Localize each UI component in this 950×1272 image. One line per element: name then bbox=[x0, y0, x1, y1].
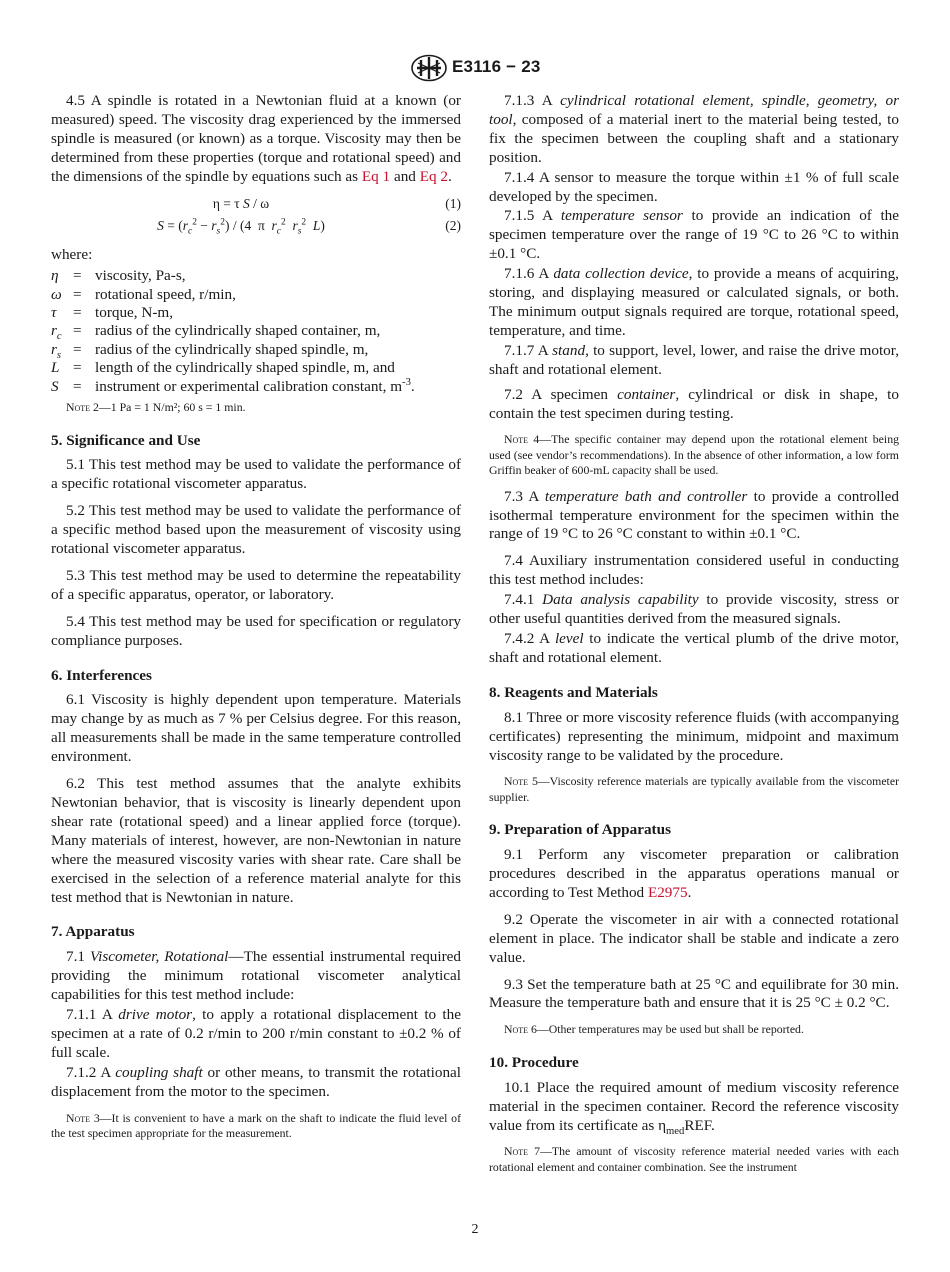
paragraph-7-1-5: 7.1.5 A temperature sensor to provide an indication of the specimen temperature over the range of 19 °C to 26 °C to within ±0.1 °C. bbox=[489, 207, 900, 263]
definition-l: L = length of the cylindrically shaped spindle, m, and bbox=[51, 359, 395, 377]
paragraph-8-1: 8.1 Three or more viscosity reference fluids (with accompanying certificates) representing the minimum, midpoint and maximum viscosity range to be validated by the procedure. bbox=[489, 708, 899, 764]
paragraph-5-4: 5.4 This test method may be used for specification or regulatory compliance purposes. bbox=[51, 612, 461, 649]
paragraph-6-2: 6.2 This test method assumes that the analyte exhibits Newtonian behavior, that is viscosity is linearly dependent upon shear rate (rotational speed) and a linear applied force (torque). Many materials of interest, however, are non-Newtonian in nature where the measured viscosity varies with shear rate. Care shall be exercised in the selection of a reference material analyte for this test method that is Newtonian in nature. bbox=[51, 775, 461, 906]
equation-1: η = τ S / ω (1) bbox=[212, 195, 461, 211]
note-3: Note 3—It is convenient to have a mark on the shaft to indicate the fluid level of the test specimen appropriate for the measurement. bbox=[51, 1110, 461, 1140]
eq1-link[interactable]: Eq 1 bbox=[361, 167, 391, 185]
definition-rc: $r_c$ = radius of the cylindrically shaped container, m, bbox=[51, 322, 381, 343]
equation-2: $S = (r_c^2 - r_s^2) / (4$ π $r_c^2$ $r_s^2$ L) (2) bbox=[157, 217, 461, 238]
definition-s: S = instrument or experimental calibration constant, $m^{-3}$. bbox=[51, 376, 415, 395]
paragraph-9-1: 9.1 Perform any viscometer preparation or calibration procedures described in the apparatus operations manual or according to Test Method E2975. bbox=[489, 846, 899, 901]
section-8-heading: 8. Reagents and Materials bbox=[489, 683, 658, 701]
document-id: E3116 − 23 bbox=[452, 57, 541, 76]
note-2: Note 2—1 Pa = 1 N/m²; 60 s = 1 min. bbox=[66, 400, 246, 415]
paragraph-7-1: 7.1 Viscometer, Rotational—The essential instrumental required providing the minimum rotational viscometer analytical capabilities for this test method include: bbox=[51, 948, 461, 1004]
note-6: Note 6—Other temperatures may be used but shall be reported. bbox=[504, 1022, 804, 1037]
definition-rs: $r_s$ = radius of the cylindrically shaped spindle, m, bbox=[51, 340, 369, 361]
section-7-heading: 7. Apparatus bbox=[51, 923, 135, 941]
note-7: Note 7—The amount of viscosity reference material needed varies with each rotational element and container combination. See the instrument bbox=[489, 1144, 899, 1174]
definitions-list bbox=[51, 267, 461, 396]
right-column bbox=[489, 92, 899, 1184]
eq2-link[interactable]: Eq 2 bbox=[419, 167, 448, 185]
paragraph-7-1-2: 7.1.2 A coupling shaft or other means, to transmit the rotational displacement from the motor to the specimen. bbox=[51, 1063, 462, 1100]
paragraph-7-2: 7.2 A specimen container, cylindrical or disk in shape, to contain the test specimen during testing. bbox=[489, 385, 899, 422]
paragraph-10-1: 10.1 Place the required amount of medium viscosity reference material in the specimen container. Record the reference viscosity value from its certificate as $\eta_{med}REF$. bbox=[489, 1078, 899, 1137]
paragraph-6-1: 6.1 Viscosity is highly dependent upon temperature. Materials may change by as much as 7 % per Celsius degree. For this reason, all measurements shall be made in the same temperature controlled environment. bbox=[51, 691, 461, 766]
paragraph-7-1-1: 7.1.1 A drive motor, to apply a rotational displacement to the specimen at a rate of 0.2 r/min to 200 r/min constant to ±0.2 % of full scale. bbox=[51, 1006, 461, 1061]
paragraph-5-2: 5.2 This test method may be used to validate the performance of a specific method based upon the measurement of viscosity using rotational viscometer apparatus. bbox=[51, 502, 461, 558]
paragraph-7-3: 7.3 A temperature bath and controller to provide a controlled isothermal temperature environment for the specimen within the range of 19 °C to 26 °C constant to within ±0.1 °C. bbox=[489, 487, 899, 543]
paragraph-7-4-2: 7.4.2 A level to indicate the vertical plumb of the drive motor, shaft and rotational element. bbox=[489, 629, 899, 666]
paragraph-7-4: 7.4 Auxiliary instrumentation considered useful in conducting this test method includes: bbox=[489, 552, 899, 589]
e2975-link[interactable]: E2975 bbox=[647, 883, 688, 901]
astm-logo-icon bbox=[410, 54, 448, 82]
paragraph-7-1-4: 7.1.4 A sensor to measure the torque within ±1 % of full scale developed by the specimen. bbox=[489, 168, 899, 205]
section-6-heading: 6. Interferences bbox=[51, 666, 152, 684]
paragraph-5-1: 5.1 This test method may be used to validate the performance of a specific rotational viscometer apparatus. bbox=[51, 456, 461, 493]
section-10-heading: 10. Procedure bbox=[489, 1053, 579, 1071]
paragraph-7-1-7: 7.1.7 A stand, to support, level, lower, and raise the drive motor, shaft and rotational element. bbox=[489, 341, 900, 378]
definition-tau: τ = torque, N-m, bbox=[51, 304, 174, 322]
paragraph-7-1-6: 7.1.6 A data collection device, to provide a means of acquiring, storing, and displaying measured or calculated signals, or both. The minimum output signals required are torque, rotational speed, temperature, and time. bbox=[489, 265, 899, 339]
page-number: 2 bbox=[471, 1222, 479, 1237]
paragraph-9-3: 9.3 Set the temperature bath at 25 °C and equilibrate for 30 min. Measure the temperature bath and ensure that it is 25 °C ± 0.2 °C. bbox=[489, 975, 899, 1012]
section-5-heading: 5. Significance and Use bbox=[51, 431, 201, 449]
paragraph-7-4-1: 7.4.1 Data analysis capability to provide viscosity, stress or other useful quantities derived from the measured signals. bbox=[489, 591, 899, 628]
definition-omega: ω = rotational speed, r/min, bbox=[51, 285, 236, 303]
paragraph-7-1-3: 7.1.3 A cylindrical rotational element, spindle, geometry, or tool, composed of a material inert to the material being tested, to fix the specimen between the coupling shaft and a stationary position. bbox=[489, 92, 899, 166]
note-4: Note 4—The specific container may depend upon the rotational element being used (see vendor’s recommendations). In the absence of other information, a low form Griffin beaker of 600-mL capacity shall be used. bbox=[489, 432, 899, 478]
definition-eta: η = viscosity, Pa-s, bbox=[51, 267, 186, 285]
section-9-heading: 9. Preparation of Apparatus bbox=[489, 821, 671, 839]
note-5: Note 5—Viscosity reference materials are typically available from the viscometer supplier. bbox=[489, 774, 899, 804]
paragraph-4-5: 4.5 A spindle is rotated in a Newtonian fluid at a known (or measured) speed. The viscosity drag experienced by the immersed spindle is measured (or known) as a torque. Viscosity may then be determined from these properties (torque and rotational speed) and the dimensions of the spindle by equations such as Eq 1 and Eq 2. bbox=[51, 92, 461, 185]
page-header bbox=[0, 50, 950, 90]
where-label: where: bbox=[51, 246, 93, 264]
left-column bbox=[51, 92, 461, 1150]
paragraph-9-2: 9.2 Operate the viscometer in air with a connected rotational element in place. The indicator shall be stable and indicate a zero value. bbox=[489, 910, 899, 966]
paragraph-5-3: 5.3 This test method may be used to determine the repeatability of a specific apparatus, operator, or laboratory. bbox=[51, 566, 461, 603]
